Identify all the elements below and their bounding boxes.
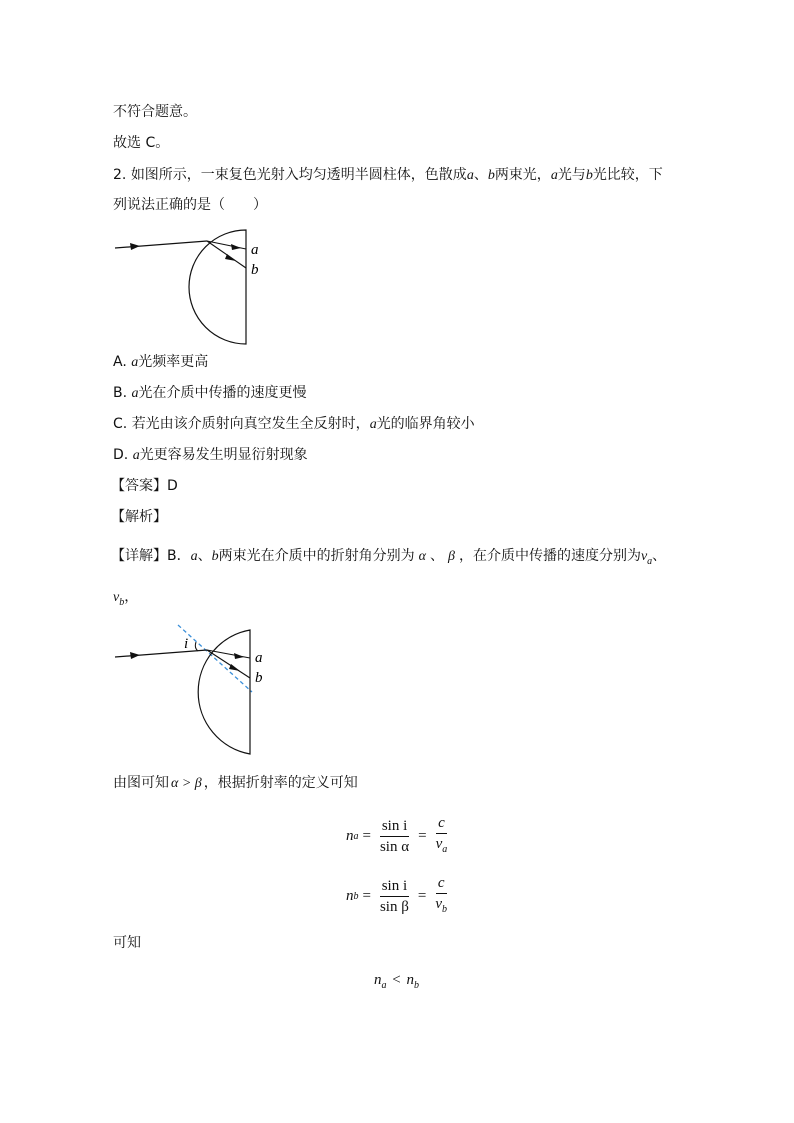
- reasoning-line: [113, 773, 358, 794]
- n-symbol: n: [406, 972, 414, 988]
- detail-line-1: [111, 546, 666, 572]
- question-text-a: 如图所示，一束复色光射入均匀透明半圆柱体，色散成: [130, 167, 467, 183]
- detail-tag: 【详解】: [111, 548, 167, 564]
- denominator: sin β: [379, 899, 409, 915]
- v-subscript: b: [119, 597, 125, 608]
- option-b[interactable]: [113, 383, 307, 404]
- n-symbol: n: [346, 888, 354, 904]
- question-text-b: 两束光，: [494, 167, 551, 183]
- conclusion-inequality: [374, 972, 419, 991]
- fraction-sin: [378, 817, 411, 856]
- fraction-c-v: [434, 814, 450, 859]
- incident-arrow: [130, 652, 140, 659]
- var-b: b: [487, 168, 495, 183]
- reasoning-text: 由图可知: [113, 775, 169, 791]
- option-letter: D.: [113, 447, 129, 463]
- denominator: sin α: [379, 839, 410, 855]
- fraction-c-v: [433, 874, 449, 919]
- reasoning-text: ，根据折射率的定义可知: [203, 775, 358, 791]
- question-number: 2.: [113, 167, 127, 183]
- prev-line-2: 故选 C。: [113, 135, 170, 151]
- n-subscript: a: [353, 831, 359, 842]
- v-symbol: v: [435, 896, 442, 912]
- alpha-symbol: α: [418, 549, 426, 564]
- separator: 、: [429, 548, 444, 564]
- question-line-1: [113, 165, 663, 186]
- incident-ray: [115, 241, 207, 248]
- n-subscript: a: [381, 980, 387, 991]
- prev-line-1: 不符合题意。: [113, 104, 197, 120]
- numerator: sin i: [380, 817, 409, 837]
- option-d[interactable]: [113, 445, 308, 466]
- label-b: b: [255, 670, 263, 686]
- comma: ，: [124, 589, 139, 605]
- answer-value: D: [167, 478, 178, 494]
- option-var: a: [132, 448, 140, 463]
- answer-tag: 【答案】: [111, 478, 167, 494]
- detail-option-label: B．: [167, 548, 191, 564]
- ray-b-arrow: [225, 254, 236, 261]
- var-a: a: [550, 168, 558, 183]
- semicircle-outline: [198, 630, 250, 754]
- option-text: 光频率更高: [138, 354, 209, 370]
- ray-a-arrow: [231, 244, 241, 250]
- label-b: b: [251, 262, 259, 278]
- n-subscript: b: [353, 891, 359, 902]
- question-line-2: 列说法正确的是（ ）: [113, 197, 267, 213]
- v-symbol: v: [640, 549, 648, 564]
- beta-symbol: β: [447, 549, 455, 564]
- option-letter: C.: [113, 416, 128, 432]
- question-text-c: 光与: [557, 167, 586, 183]
- var-b: b: [585, 168, 593, 183]
- equals: =: [418, 828, 427, 844]
- option-var: a: [131, 386, 139, 401]
- option-text: 光的临界角较小: [376, 416, 475, 432]
- equals: =: [362, 828, 371, 844]
- fraction-sin: [378, 877, 411, 916]
- option-c[interactable]: [113, 414, 475, 435]
- v-symbol: v: [435, 836, 443, 852]
- numerator: c: [436, 814, 447, 834]
- option-letter: B.: [113, 385, 128, 401]
- separator: 、: [652, 548, 667, 564]
- equals: =: [362, 888, 371, 904]
- less-than: <: [392, 972, 401, 988]
- option-var: a: [131, 355, 139, 370]
- ray-a-arrow: [234, 653, 244, 659]
- figure-1-semicylinder: [110, 228, 280, 346]
- var-a: a: [466, 168, 474, 183]
- figure-2-semicylinder-normal: [110, 620, 280, 756]
- detail-text: ，在介质中传播的速度分别为: [458, 548, 641, 564]
- option-letter: A.: [113, 354, 127, 370]
- detail-line-2: [113, 587, 138, 613]
- n-symbol: n: [346, 828, 354, 844]
- option-var: a: [369, 417, 377, 432]
- option-text: 光更容易发生明显衍射现象: [139, 447, 308, 463]
- analysis-tag: 【解析】: [111, 509, 167, 525]
- option-a[interactable]: [113, 352, 208, 373]
- answer-line: [111, 476, 178, 496]
- incident-arrow: [130, 243, 140, 250]
- option-text: 光在介质中传播的速度更慢: [138, 385, 307, 401]
- formula-nb: [346, 874, 452, 919]
- n-symbol: n: [374, 972, 382, 988]
- alpha-beta-inequality: α > β: [171, 776, 202, 791]
- label-a: a: [251, 242, 259, 258]
- incident-ray: [115, 650, 207, 657]
- v-subscript: a: [647, 556, 653, 567]
- label-i: i: [184, 636, 189, 652]
- var-b: b: [211, 549, 219, 564]
- equals: =: [417, 888, 427, 904]
- n-subscript: b: [413, 980, 419, 991]
- question-text-d: 光比较，下: [592, 167, 663, 183]
- v-subscript: a: [442, 844, 448, 855]
- numerator: sin i: [380, 877, 409, 897]
- angle-arc: [195, 642, 198, 651]
- numerator: c: [436, 874, 447, 894]
- var-a: a: [190, 549, 198, 564]
- detail-text: 两束光在介质中的折射角分别为: [218, 548, 415, 564]
- v-symbol: v: [113, 590, 120, 605]
- separator: 、: [197, 548, 212, 564]
- label-a: a: [255, 650, 263, 666]
- option-pre-text: 若光由该介质射向真空发生全反射时，: [131, 416, 370, 432]
- separator: 、: [473, 167, 488, 183]
- ray-b-arrow: [229, 664, 240, 671]
- normal-line: [178, 625, 252, 692]
- formula-na: [346, 814, 452, 859]
- v-subscript: b: [442, 904, 447, 915]
- conclusion-text: 可知: [113, 935, 141, 951]
